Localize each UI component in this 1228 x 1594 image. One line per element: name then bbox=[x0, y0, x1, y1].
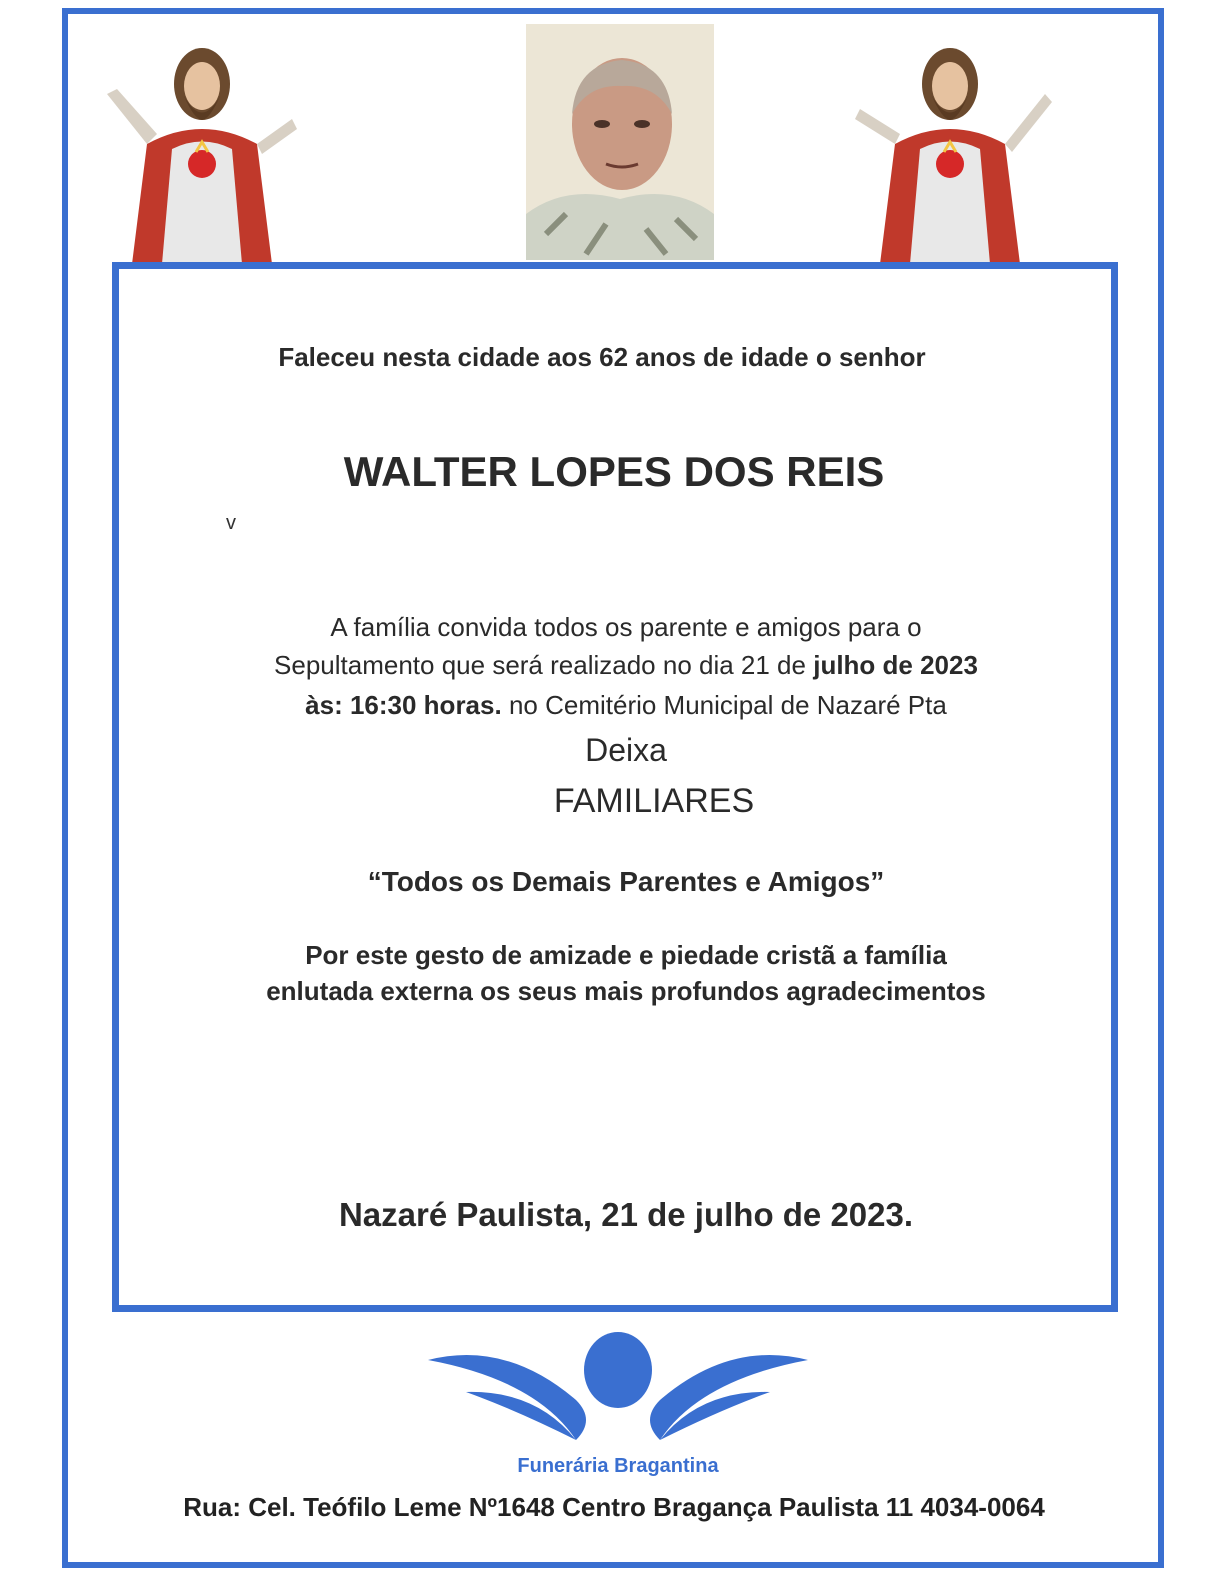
invite-line-3 bbox=[12, 690, 1228, 721]
thanks-line-2: enlutada externa os seus mais profundos agradecimentos bbox=[266, 976, 986, 1006]
invite-line-2 bbox=[12, 650, 1228, 681]
thanks-line-1: Por este gesto de amizade e piedade cristã a família bbox=[305, 940, 947, 970]
invite-line-2-text: Sepultamento que será realizado no dia 21 de bbox=[274, 650, 814, 680]
funeral-home-logo-icon bbox=[426, 1330, 810, 1450]
burial-time: às: 16:30 horas. bbox=[305, 690, 502, 720]
intro-text: Faleceu nesta cidade aos 62 anos de idade o senhor bbox=[278, 342, 926, 372]
company-name: Funerária Bragantina bbox=[517, 1455, 719, 1477]
familiares-label: FAMILIARES bbox=[553, 782, 755, 820]
family-quote: “Todos os Demais Parentes e Amigos” bbox=[367, 866, 885, 897]
sacred-heart-image-left bbox=[92, 24, 312, 264]
stray-mark: v bbox=[226, 512, 236, 534]
deceased-photo bbox=[526, 24, 714, 260]
invite-line-1: A família convida todos os parente e amigos para o bbox=[330, 612, 922, 642]
sacred-heart-image-right bbox=[840, 24, 1060, 264]
place-date: Nazaré Paulista, 21 de julho de 2023. bbox=[338, 1196, 914, 1233]
burial-place: no Cemitério Municipal de Nazaré Pta bbox=[501, 690, 947, 720]
leaves-label: Deixa bbox=[585, 732, 667, 768]
deceased-name: WALTER LOPES DOS REIS bbox=[343, 448, 885, 495]
company-address: Rua: Cel. Teófilo Leme Nº1648 Centro Bragança Paulista 11 4034-0064 bbox=[183, 1492, 1045, 1522]
burial-date: julho de 2023 bbox=[813, 650, 978, 680]
